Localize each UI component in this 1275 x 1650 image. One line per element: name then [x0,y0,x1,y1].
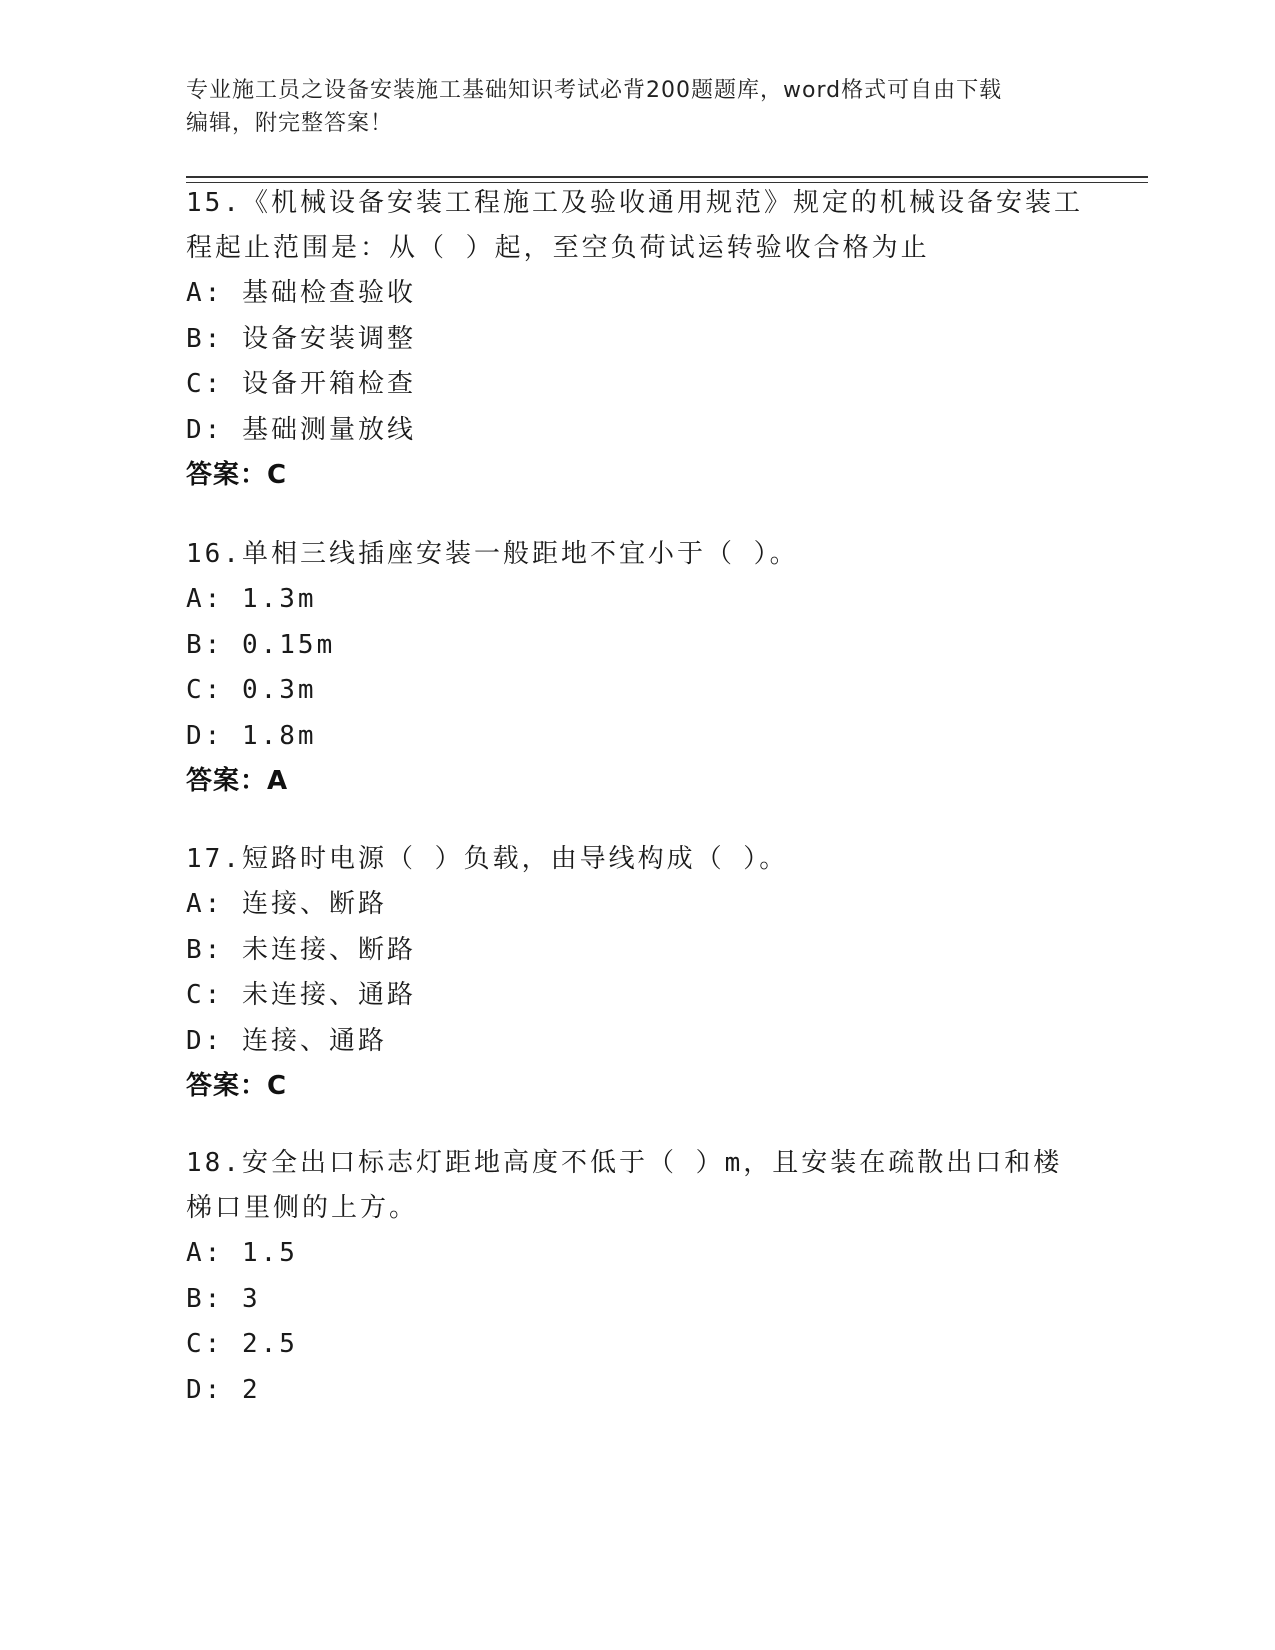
option-b: B: 未连接、断路 [186,934,416,965]
option-a: A: 连接、断路 [186,889,387,919]
question-18 [186,1141,1086,1413]
option-d: D: 1.8m [186,720,317,751]
option-a: A: 1.3m [186,584,317,614]
answer: 答案：C [186,460,288,490]
option-c: C: 0.3m [186,675,317,705]
header-divider-thick [186,176,1148,178]
question-stem: 17.短路时电源（ ）负载，由导线构成（ ）。 [186,844,789,874]
option-c: C: 2.5 [186,1329,298,1359]
option-b: B: 3 [186,1283,261,1314]
option-a: A: 基础检查验收 [186,278,416,308]
question-16 [186,532,1086,804]
option-b: B: 设备安装调整 [186,323,416,354]
option-d: D: 2 [186,1374,261,1405]
question-stem: 15.《机械设备安装工程施工及验收通用规范》规定的机械设备安装工程起止范围是：从（ ）起，至空负荷试运转验收合格为止 [186,188,1083,263]
header-line-2: 编辑，附完整答案！ [186,111,394,136]
option-d: D: 连接、通路 [186,1025,387,1056]
answer: 答案：A [186,766,289,796]
header-line-1: 专业施工员之设备安装施工基础知识考试必背200题题库，word格式可自由下载 [186,78,1003,103]
question-stem: 18.安全出口标志灯距地高度不低于（ ）m，且安装在疏散出口和楼梯口里侧的上方。 [186,1148,1063,1223]
option-a: A: 1.5 [186,1238,298,1268]
option-c: C: 设备开箱检查 [186,369,416,399]
option-c: C: 未连接、通路 [186,980,416,1010]
question-15 [186,181,1086,498]
option-b: B: 0.15m [186,629,336,660]
answer: 答案：C [186,1071,288,1101]
question-stem: 16.单相三线插座安装一般距地不宜小于（ ）。 [186,539,799,569]
document-header [186,74,1066,140]
option-d: D: 基础测量放线 [186,414,416,445]
question-17 [186,837,1086,1109]
